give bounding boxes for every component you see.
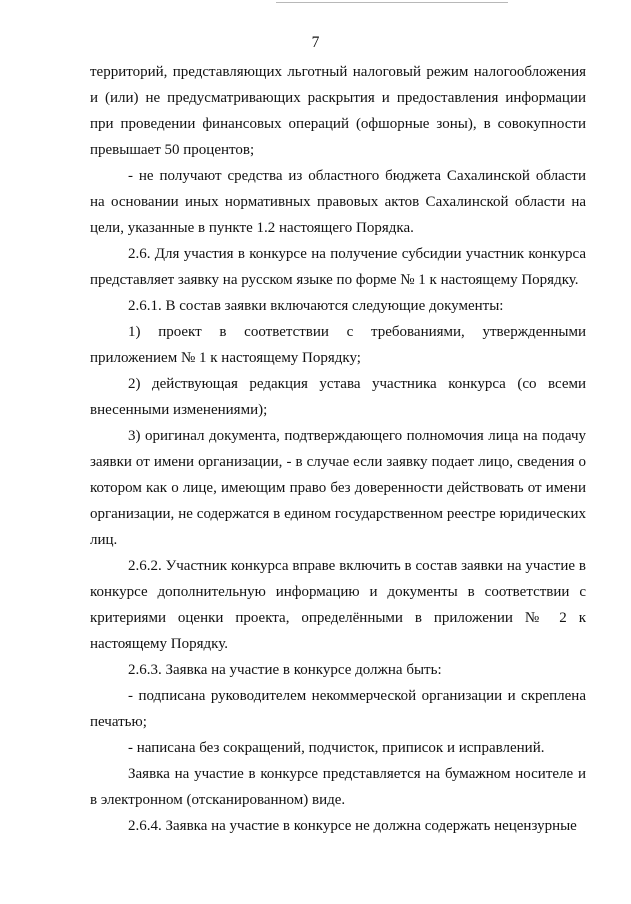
paragraph-paper-electronic: Заявка на участие в конкурсе представляется на бумажном носителе и в электронном (отсканированном) виде. (90, 766, 586, 808)
list-item-charter: 2) действующая редакция устава участника конкурса (со всеми внесенными изменениями); (90, 376, 586, 418)
paragraph-2-6-2: 2.6.2. Участник конкурса вправе включить в состав заявки на участие в конкурсе дополнительную информацию и документы в соответствии с критериями оценки проекта, определёнными в приложении № 2 к настоящему Порядку. (90, 558, 586, 652)
document-body (90, 59, 586, 839)
paragraph-2-6-4: 2.6.4. Заявка на участие в конкурсе не должна содержать нецензурные (128, 818, 577, 834)
list-item-signed-sealed: - подписана руководителем некоммерческой организации и скреплена печатью; (90, 688, 586, 730)
paragraph-2-6-3: 2.6.3. Заявка на участие в конкурсе должна быть: (128, 662, 442, 678)
paragraph-2-6-1: 2.6.1. В состав заявки включаются следующие документы: (128, 298, 504, 314)
page-number: 7 (311, 34, 320, 51)
list-item-authority-document: 3) оригинал документа, подтверждающего полномочия лица на подачу заявки от имени организации, - в случае если заявку подает лицо, сведения о котором как о лице, имеющим право без доверенности действовать от имени организации, не содержатся в едином государственном реестре юридических лиц. (90, 428, 586, 548)
paragraph-2-6: 2.6. Для участия в конкурсе на получение субсидии участник конкурса представляет заявку на русском языке по форме № 1 к настоящему Порядку. (90, 246, 586, 288)
paragraph-offshore-continuation: территорий, представляющих льготный налоговый режим налогообложения и (или) не предусматривающих раскрытия и предоставления информации при проведении финансовых операций (офшорные зоны), в совокупности превышает 50 процентов; (90, 64, 586, 158)
list-item-project: 1) проект в соответствии с требованиями, утвержденными приложением № 1 к настоящему Порядку; (90, 324, 586, 366)
paragraph-no-budget-funds: - не получают средства из областного бюджета Сахалинской области на основании иных нормативных правовых актов Сахалинской области на цели, указанные в пункте 1.2 настоящего Порядка. (90, 168, 586, 236)
list-item-no-corrections: - написана без сокращений, подчисток, приписок и исправлений. (128, 740, 545, 756)
scan-edge-line (276, 2, 508, 3)
